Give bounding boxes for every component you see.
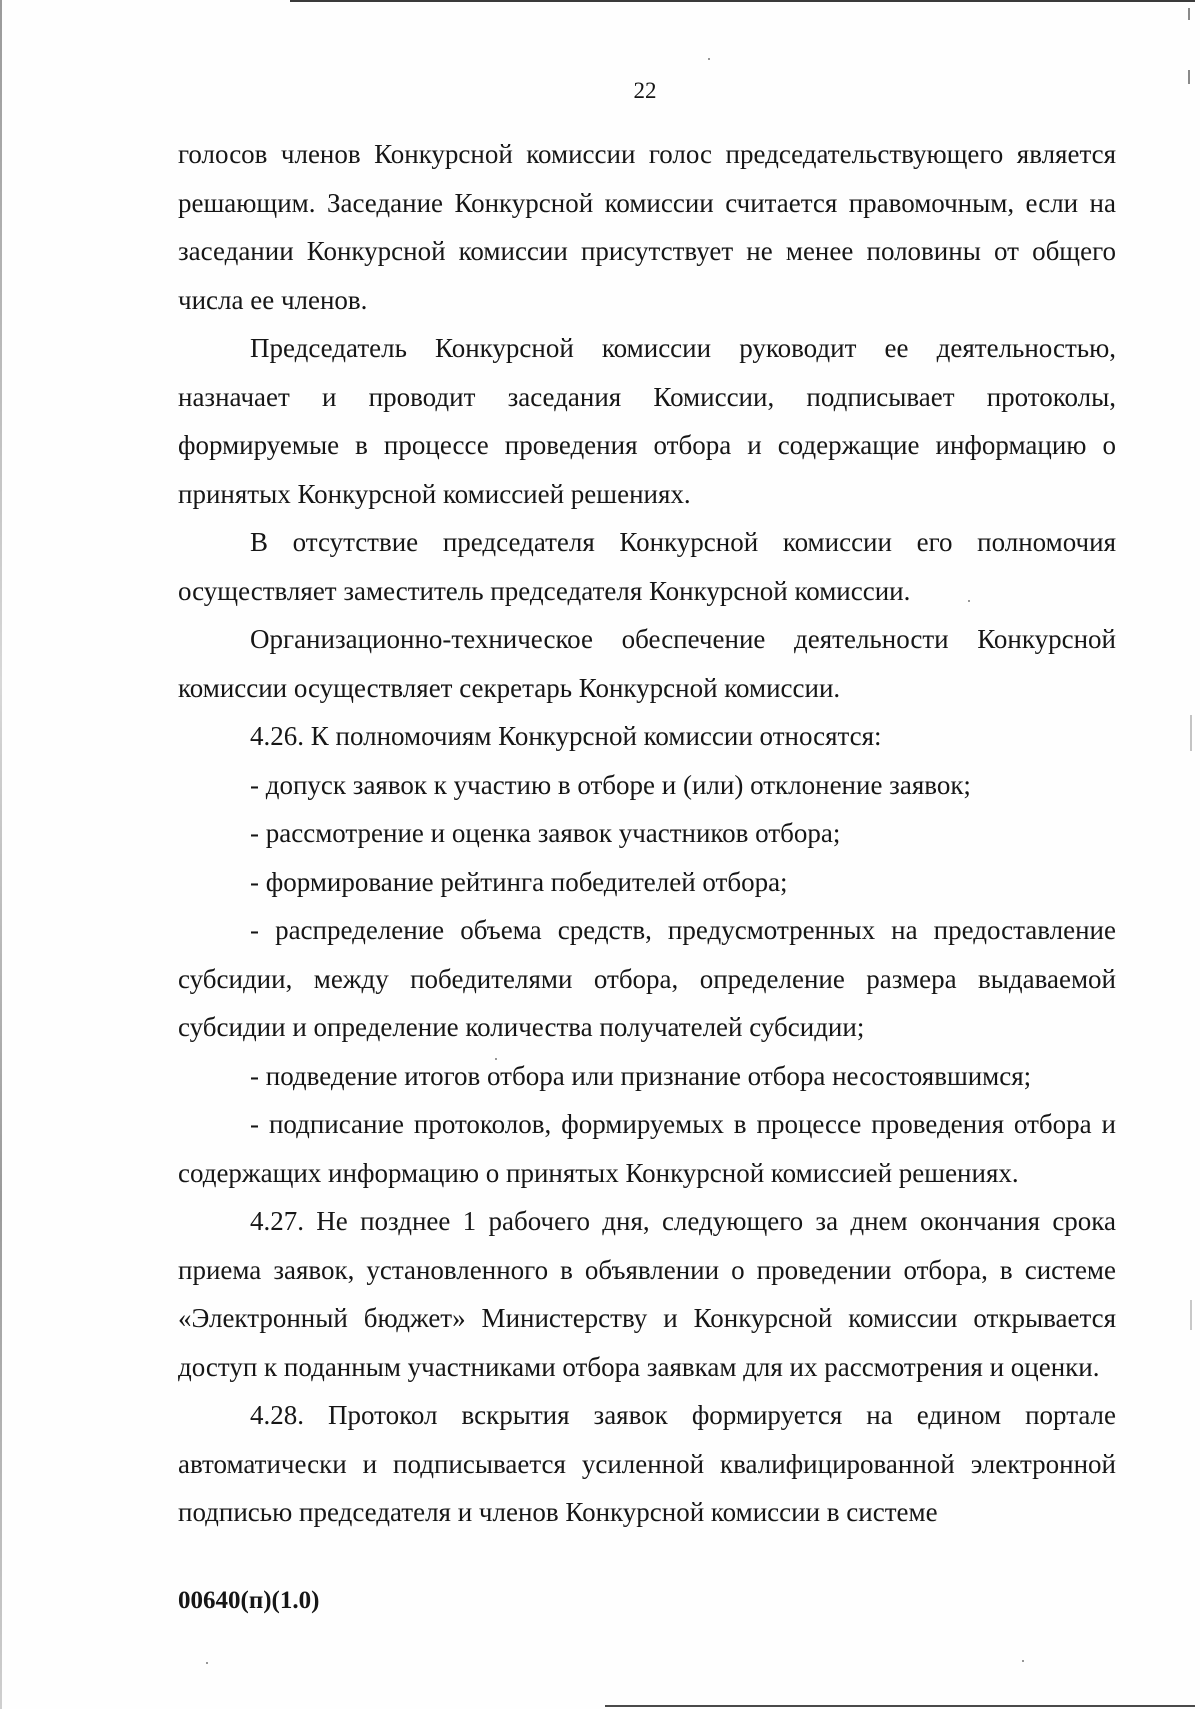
list-item: - формирование рейтинга победителей отбора;	[250, 866, 788, 897]
list-item: - подведение итогов отбора или признание отбора несостоявшимся;	[250, 1060, 1032, 1091]
paragraph: 4.27. Не позднее 1 рабочего дня, следующего за днем окончания срока приема заявок, установленного в объявлении о проведении отбора, в системе «Электронный бюджет» Министерству и Конкурсной комиссии открывается доступ к поданным участниками отбора заявкам для их рассмотрения и оценки.	[178, 1206, 1116, 1382]
scan-edge-top	[290, 0, 1195, 2]
scan-edge-left	[0, 0, 2, 1709]
paragraph: В отсутствие председателя Конкурсной комиссии его полномочия осуществляет заместитель председателя Конкурсной комиссии.	[178, 527, 1116, 606]
scan-speck	[708, 58, 710, 60]
document-code: 00640(п)(1.0)	[178, 1587, 320, 1614]
paragraph: Председатель Конкурсной комиссии руководит ее деятельностью, назначает и проводит заседания Комиссии, подписывает протоколы, формируемые в процессе проведения отбора и содержащие информацию о принятых Конкурсной комиссией решениях.	[178, 333, 1116, 509]
document-body	[178, 130, 1116, 1537]
paragraph: голосов членов Конкурсной комиссии голос председательствующего является решающим. Заседание Конкурсной комиссии считается правомочным, если на заседании Конкурсной комиссии присутствует не менее половины от общего числа ее членов.	[178, 139, 1116, 315]
list-item: - распределение объема средств, предусмотренных на предоставление субсидии, между победителями отбора, определение размера выдаваемой субсидии и определение количества получателей субсидии;	[178, 915, 1116, 1042]
scan-speck	[206, 1662, 208, 1664]
page-number: 22	[633, 78, 657, 103]
scan-edge-bottom	[605, 1705, 1195, 1707]
scan-speck	[1022, 1660, 1024, 1662]
scan-mark-right	[1188, 8, 1190, 20]
list-item: - рассмотрение и оценка заявок участников отбора;	[250, 818, 841, 848]
paragraph: Организационно-техническое обеспечение деятельности Конкурсной комиссии осуществляет секретарь Конкурсной комиссии.	[178, 624, 1116, 703]
scan-mark-right	[1190, 1300, 1192, 1330]
section-heading-4-26: 4.26. К полномочиям Конкурсной комиссии относятся:	[250, 721, 882, 751]
scan-mark-right	[1190, 715, 1192, 751]
paragraph: 4.28. Протокол вскрытия заявок формируется на едином портале автоматически и подписывается усиленной квалифицированной электронной подписью председателя и членов Конкурсной комиссии в системе	[178, 1400, 1116, 1527]
list-item: - допуск заявок к участию в отборе и (или) отклонение заявок;	[250, 769, 971, 800]
list-item: - подписание протоколов, формируемых в процессе проведения отбора и содержащих информацию о принятых Конкурсной комиссией решениях.	[178, 1109, 1116, 1188]
